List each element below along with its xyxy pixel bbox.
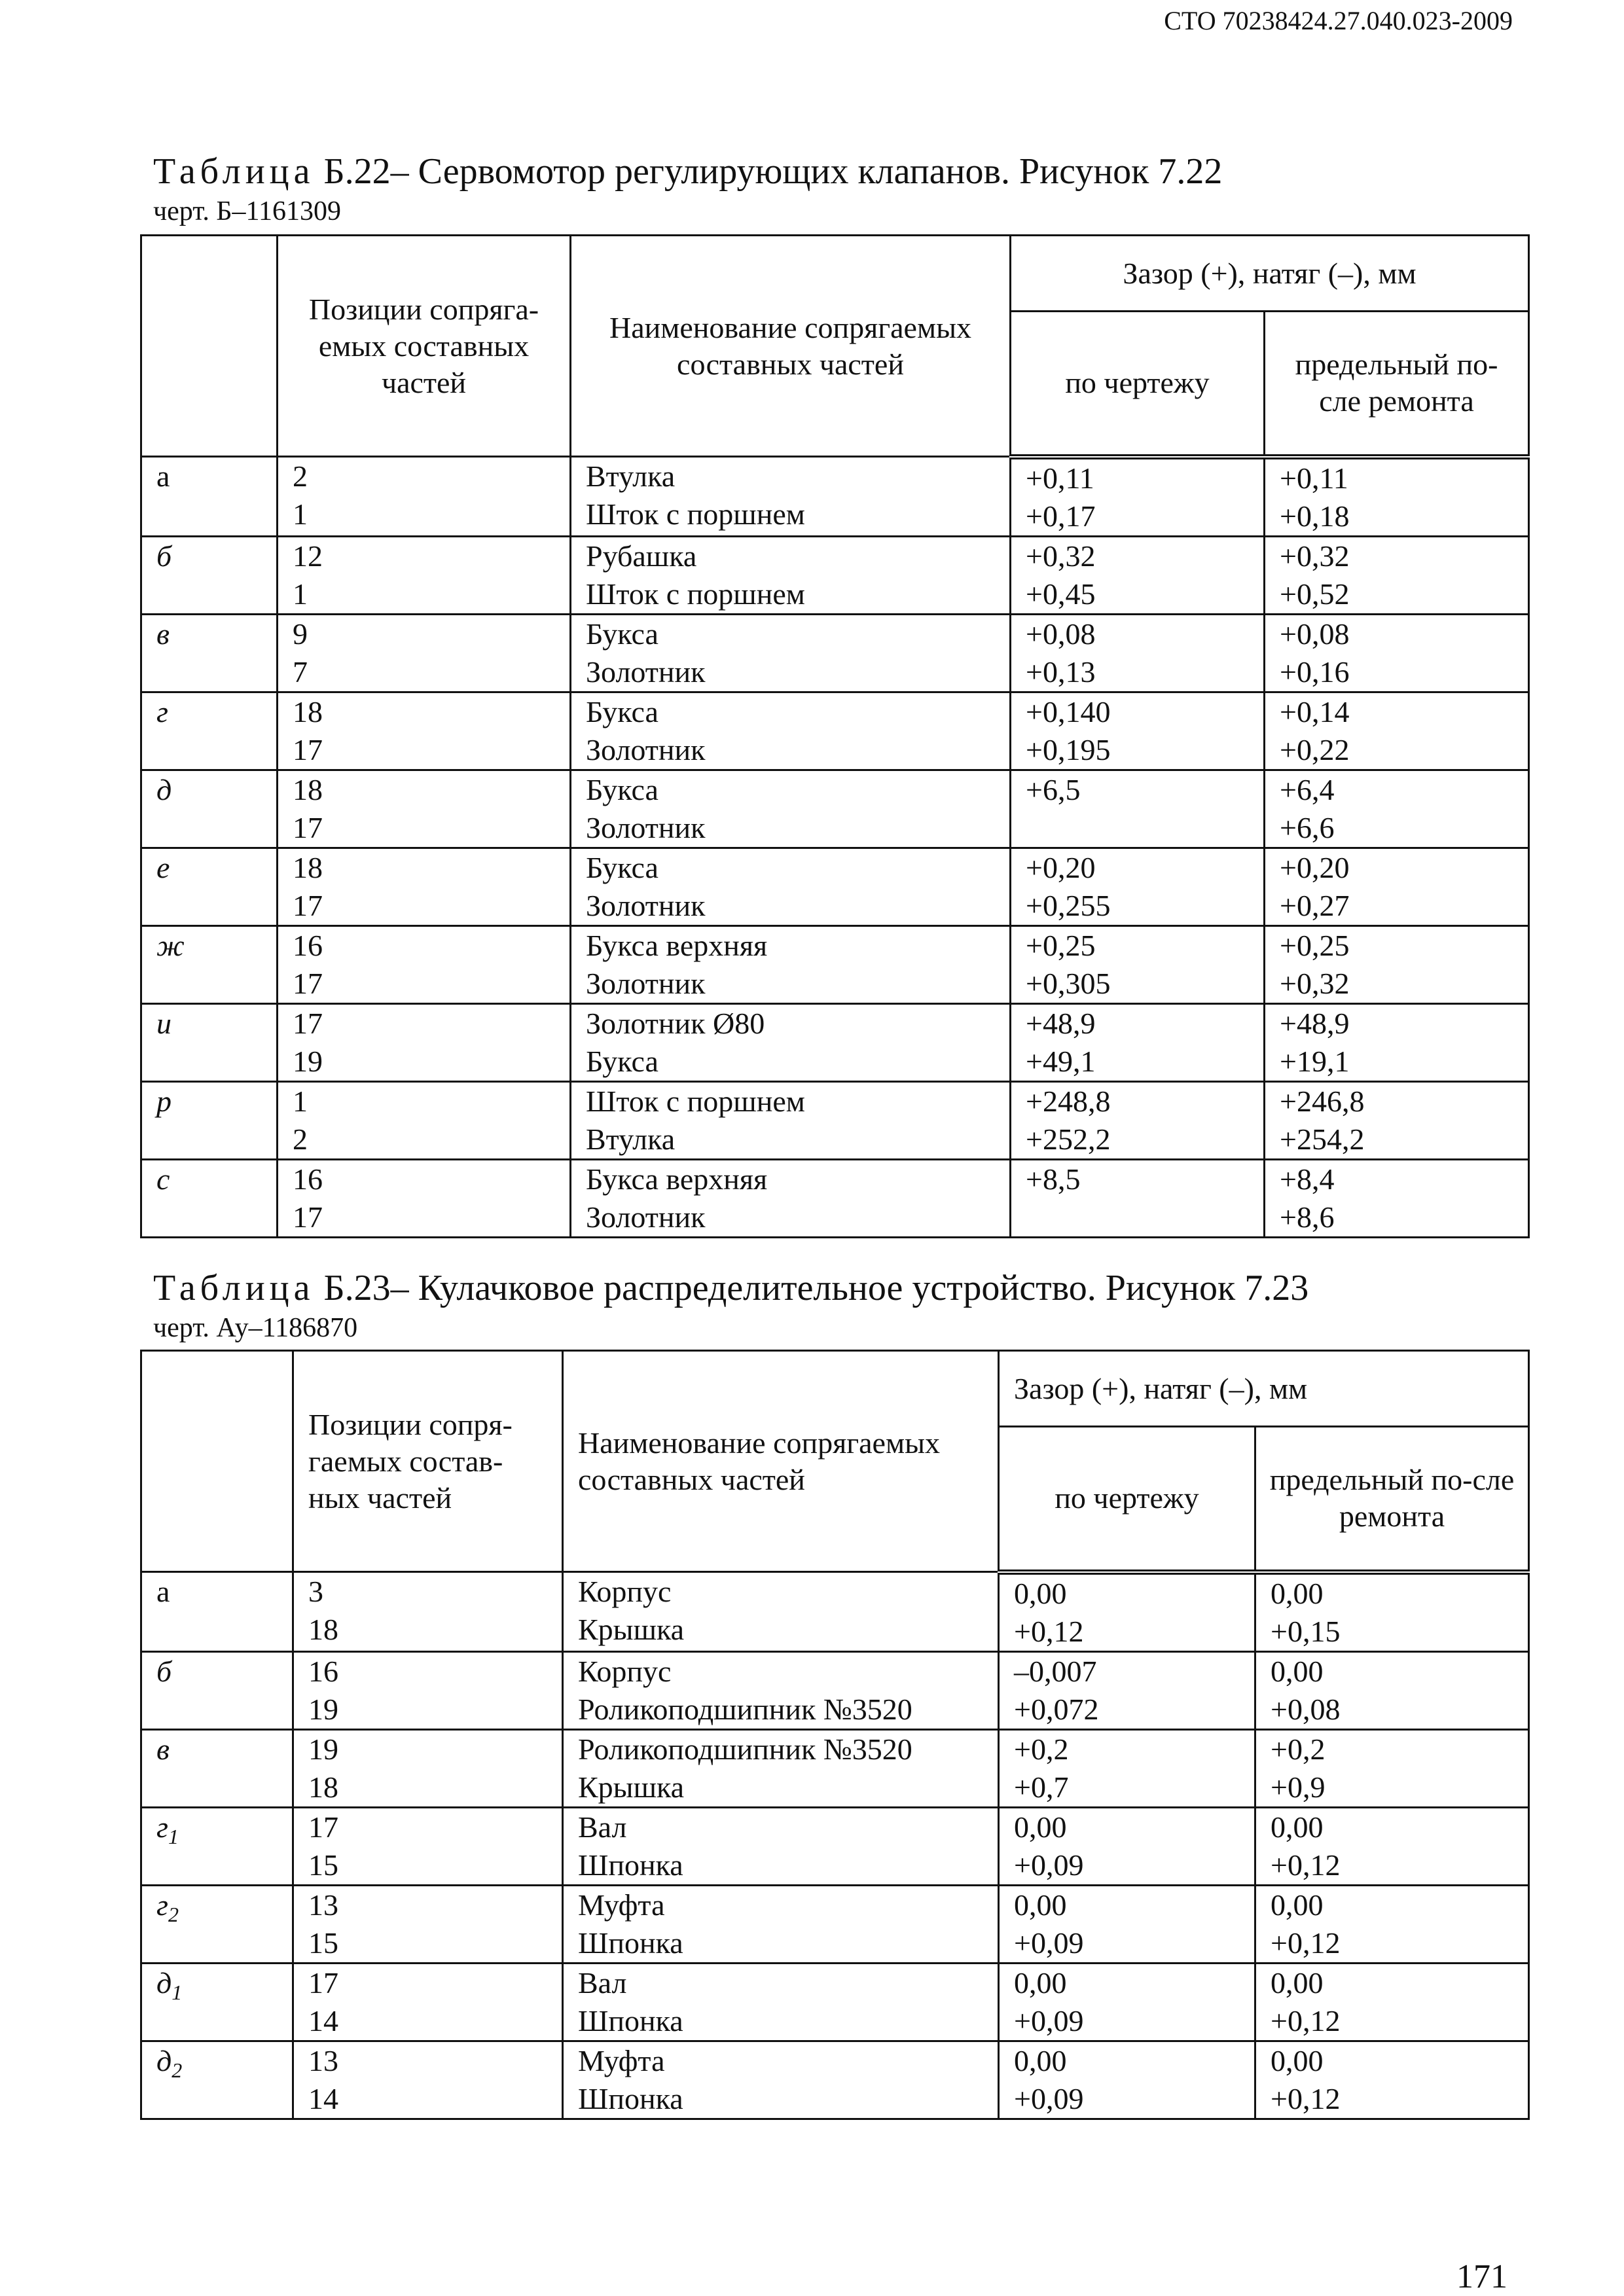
position-value: 17 xyxy=(308,1810,338,1844)
position-value: 18 xyxy=(293,694,323,728)
drawing-value: +48,9 xyxy=(1026,1006,1096,1040)
limit-value: 0,00 xyxy=(1271,1654,1324,1688)
table-row xyxy=(141,536,1529,614)
positions-cell xyxy=(293,1729,563,1807)
mark-cell xyxy=(141,1081,278,1159)
header-names: Наименование сопрягаемых составных частей xyxy=(571,236,1011,457)
part-name: Втулка xyxy=(586,1122,676,1156)
position-value: 17 xyxy=(293,1200,323,1234)
drawing-cell xyxy=(999,1572,1255,1652)
mark-cell xyxy=(141,770,278,848)
mark-letter: с xyxy=(156,1162,170,1196)
position-value: 17 xyxy=(308,1965,338,2000)
names-cell xyxy=(571,614,1011,692)
part-name: Шпонка xyxy=(578,1848,683,1882)
position-value: 14 xyxy=(308,2081,338,2115)
mark-index: 2 xyxy=(168,1902,179,1926)
drawing-value: +0,09 xyxy=(1014,1926,1084,1960)
positions-cell xyxy=(293,2041,563,2119)
limit-value: +0,52 xyxy=(1280,577,1350,611)
mark-cell xyxy=(141,2041,293,2119)
limit-value: 0,00 xyxy=(1271,1888,1324,1922)
mark-letter: а xyxy=(156,459,170,493)
positions-cell xyxy=(278,614,571,692)
positions-cell xyxy=(278,770,571,848)
table-subtitle: черт. Ау–1186870 xyxy=(153,1313,358,1343)
position-value: 12 xyxy=(293,539,323,573)
table-title xyxy=(153,1268,1308,1308)
names-cell xyxy=(571,1003,1011,1081)
table-row xyxy=(141,1081,1529,1159)
limit-value: +0,20 xyxy=(1280,850,1350,884)
position-value: 15 xyxy=(308,1926,338,1960)
drawing-cell xyxy=(999,1807,1255,1885)
positions-cell xyxy=(278,457,571,537)
drawing-value: +0,13 xyxy=(1026,655,1096,689)
part-name: Букса xyxy=(586,1044,659,1078)
mark-letter: г xyxy=(156,694,168,728)
limit-value: +0,12 xyxy=(1271,1848,1341,1882)
names-cell xyxy=(563,1807,999,1885)
limit-cell xyxy=(1265,692,1529,770)
drawing-value: 0,00 xyxy=(1014,1810,1067,1844)
mark-letter: б xyxy=(156,539,172,573)
limit-cell xyxy=(1265,457,1529,537)
drawing-value: +252,2 xyxy=(1026,1122,1111,1156)
positions-cell xyxy=(278,536,571,614)
part-name: Шпонка xyxy=(578,1926,683,1960)
clearance-table xyxy=(140,1350,1530,2120)
limit-cell xyxy=(1255,1963,1529,2041)
mark-letter: и xyxy=(156,1006,171,1040)
limit-cell xyxy=(1255,1807,1529,1885)
position-value: 15 xyxy=(308,1848,338,1882)
names-cell xyxy=(563,2041,999,2119)
mark-cell xyxy=(141,1729,293,1807)
position-value: 18 xyxy=(308,1770,338,1804)
drawing-value: +0,140 xyxy=(1026,694,1111,728)
position-value: 17 xyxy=(293,1006,323,1040)
part-name: Втулка xyxy=(586,459,676,493)
mark-cell xyxy=(141,457,278,537)
part-name: Букса верхняя xyxy=(586,928,768,962)
position-value: 13 xyxy=(308,2043,338,2077)
position-value: 14 xyxy=(308,2003,338,2037)
position-value: 19 xyxy=(308,1692,338,1726)
table-row xyxy=(141,1807,1529,1885)
part-name: Букса xyxy=(586,617,659,651)
mark-letter: в xyxy=(156,1732,170,1766)
part-name: Вал xyxy=(578,1965,627,2000)
limit-value: +0,18 xyxy=(1280,499,1350,533)
mark-index: 1 xyxy=(168,1824,179,1848)
part-name: Муфта xyxy=(578,2043,665,2077)
header-limit: предельный по-сле ремонта xyxy=(1265,312,1529,457)
part-name: Корпус xyxy=(578,1654,672,1688)
drawing-value: +0,09 xyxy=(1014,1848,1084,1882)
drawing-cell xyxy=(1011,1159,1265,1237)
header-names: Наименование сопрягаемых составных частей xyxy=(563,1351,999,1572)
drawing-value: +0,12 xyxy=(1014,1614,1084,1648)
limit-cell xyxy=(1265,1081,1529,1159)
part-name: Золотник Ø80 xyxy=(586,1006,765,1040)
limit-value: +0,15 xyxy=(1271,1614,1341,1648)
table-row xyxy=(141,614,1529,692)
position-value: 7 xyxy=(293,655,308,689)
drawing-value: +0,072 xyxy=(1014,1692,1099,1726)
part-name: Букса xyxy=(586,694,659,728)
positions-cell xyxy=(293,1885,563,1963)
table-row xyxy=(141,2041,1529,2119)
part-name: Золотник xyxy=(586,966,706,1000)
position-value: 18 xyxy=(308,1613,338,1646)
table-row xyxy=(141,1651,1529,1729)
drawing-value: 0,00 xyxy=(1014,1576,1067,1610)
part-name: Букса xyxy=(586,850,659,884)
drawing-value: +0,195 xyxy=(1026,732,1111,766)
names-cell xyxy=(563,1885,999,1963)
table-title-text: Б.23– Кулачковое распределительное устройство. Рисунок 7.23 xyxy=(323,1268,1309,1308)
drawing-value: +0,09 xyxy=(1014,2003,1084,2037)
limit-value: +0,08 xyxy=(1280,617,1350,651)
limit-cell xyxy=(1265,614,1529,692)
names-cell xyxy=(571,536,1011,614)
mark-letter: д xyxy=(156,1965,172,2000)
drawing-cell xyxy=(1011,614,1265,692)
part-name: Крышка xyxy=(578,1770,685,1804)
limit-value: +6,4 xyxy=(1280,772,1335,806)
part-name: Золотник xyxy=(586,888,706,922)
names-cell xyxy=(571,770,1011,848)
limit-value: +6,6 xyxy=(1280,810,1335,844)
limit-cell xyxy=(1265,1159,1529,1237)
positions-cell xyxy=(293,1572,563,1652)
table-title-prefix: Таблица xyxy=(153,1268,315,1308)
position-value: 1 xyxy=(293,577,308,611)
limit-value: +0,25 xyxy=(1280,928,1350,962)
table-row xyxy=(141,1729,1529,1807)
table-row xyxy=(141,925,1529,1003)
drawing-value: +0,17 xyxy=(1026,499,1096,533)
part-name: Букса xyxy=(586,772,659,806)
positions-cell xyxy=(293,1963,563,2041)
mark-index: 2 xyxy=(171,2058,183,2082)
limit-cell xyxy=(1265,848,1529,925)
limit-value: +0,12 xyxy=(1271,2003,1341,2037)
drawing-cell xyxy=(1011,1081,1265,1159)
mark-cell xyxy=(141,1003,278,1081)
drawing-value: 0,00 xyxy=(1014,1965,1067,2000)
position-value: 1 xyxy=(293,497,308,531)
limit-value: +0,14 xyxy=(1280,694,1350,728)
table-title-text: Б.22– Сервомотор регулирующих клапанов. Рисунок 7.22 xyxy=(323,151,1223,192)
names-cell xyxy=(571,692,1011,770)
mark-cell xyxy=(141,614,278,692)
limit-value: +0,11 xyxy=(1280,461,1348,495)
table-row xyxy=(141,692,1529,770)
part-name: Букса верхняя xyxy=(586,1162,768,1196)
mark-letter: г xyxy=(156,1810,168,1844)
positions-cell xyxy=(278,1159,571,1237)
limit-value: 0,00 xyxy=(1271,1965,1324,2000)
limit-cell xyxy=(1265,770,1529,848)
position-value: 16 xyxy=(293,928,323,962)
header-mark xyxy=(141,236,278,457)
part-name: Шпонка xyxy=(578,2003,683,2037)
drawing-value: +0,255 xyxy=(1026,888,1111,922)
drawing-value: +6,5 xyxy=(1026,772,1081,806)
limit-value: +0,32 xyxy=(1280,539,1350,573)
position-value: 16 xyxy=(308,1654,338,1688)
part-name: Муфта xyxy=(578,1888,665,1922)
table-row xyxy=(141,770,1529,848)
table-subtitle: черт. Б–1161309 xyxy=(153,196,341,226)
position-value: 17 xyxy=(293,810,323,844)
drawing-cell xyxy=(1011,848,1265,925)
page-number: 171 xyxy=(1456,2258,1507,2295)
drawing-value: +0,11 xyxy=(1026,461,1094,495)
drawing-value: +0,32 xyxy=(1026,539,1096,573)
limit-cell xyxy=(1265,1003,1529,1081)
position-value: 3 xyxy=(308,1575,323,1608)
drawing-cell xyxy=(999,1651,1255,1729)
part-name: Золотник xyxy=(586,1200,706,1234)
positions-cell xyxy=(278,1081,571,1159)
header-drawing: по чертежу xyxy=(999,1427,1255,1572)
header-limit: предельный по-сле ремонта xyxy=(1255,1427,1529,1572)
mark-letter: б xyxy=(156,1654,172,1688)
drawing-value: +0,25 xyxy=(1026,928,1096,962)
part-name: Золотник xyxy=(586,810,706,844)
limit-value: +8,6 xyxy=(1280,1200,1335,1234)
position-value: 17 xyxy=(293,732,323,766)
position-value: 13 xyxy=(308,1888,338,1922)
table-title-prefix: Таблица xyxy=(153,151,315,192)
header-gap: Зазор (+), натяг (–), мм xyxy=(999,1351,1529,1427)
positions-cell xyxy=(278,925,571,1003)
limit-value: +0,22 xyxy=(1280,732,1350,766)
mark-letter: д xyxy=(156,772,172,806)
mark-letter: в xyxy=(156,617,170,651)
mark-letter: р xyxy=(156,1084,171,1118)
header-positions: Позиции сопряга-емых составных частей xyxy=(278,236,571,457)
position-value: 17 xyxy=(293,888,323,922)
part-name: Шток с поршнем xyxy=(586,1084,805,1118)
limit-value: 0,00 xyxy=(1271,1810,1324,1844)
drawing-cell xyxy=(999,2041,1255,2119)
mark-cell xyxy=(141,692,278,770)
positions-cell xyxy=(278,1003,571,1081)
header-positions: Позиции сопря-гаемых состав-ных частей xyxy=(293,1351,563,1572)
drawing-cell xyxy=(1011,692,1265,770)
part-name: Роликоподшипник №3520 xyxy=(578,1692,912,1726)
names-cell xyxy=(563,1963,999,2041)
limit-cell xyxy=(1265,536,1529,614)
header-drawing: по чертежу xyxy=(1011,312,1265,457)
drawing-value: +0,09 xyxy=(1014,2081,1084,2115)
drawing-value: +49,1 xyxy=(1026,1044,1096,1078)
limit-value: +0,12 xyxy=(1271,1926,1341,1960)
names-cell xyxy=(571,1081,1011,1159)
position-value: 19 xyxy=(308,1732,338,1766)
limit-value: +0,27 xyxy=(1280,888,1350,922)
table-title xyxy=(153,152,1222,191)
names-cell xyxy=(571,925,1011,1003)
names-cell xyxy=(563,1572,999,1652)
positions-cell xyxy=(278,692,571,770)
drawing-cell xyxy=(1011,925,1265,1003)
drawing-value: –0,007 xyxy=(1014,1654,1097,1688)
drawing-value: +8,5 xyxy=(1026,1162,1081,1196)
drawing-cell xyxy=(1011,1003,1265,1081)
document-code: СТО 70238424.27.040.023-2009 xyxy=(1164,6,1513,35)
drawing-value: +0,7 xyxy=(1014,1770,1069,1804)
mark-index: 1 xyxy=(171,1980,183,2004)
drawing-value: +248,8 xyxy=(1026,1084,1111,1118)
limit-value: +0,2 xyxy=(1271,1732,1326,1766)
mark-cell xyxy=(141,536,278,614)
part-name: Шток с поршнем xyxy=(586,497,805,531)
mark-letter: е xyxy=(156,850,170,884)
limit-cell xyxy=(1265,925,1529,1003)
position-value: 2 xyxy=(293,1122,308,1156)
position-value: 19 xyxy=(293,1044,323,1078)
limit-cell xyxy=(1255,1729,1529,1807)
limit-value: +19,1 xyxy=(1280,1044,1350,1078)
limit-value: +0,12 xyxy=(1271,2081,1341,2115)
mark-letter: г xyxy=(156,1888,168,1922)
position-value: 18 xyxy=(293,772,323,806)
table-row xyxy=(141,848,1529,925)
position-value: 18 xyxy=(293,850,323,884)
header-mark xyxy=(141,1351,293,1572)
limit-cell xyxy=(1255,1651,1529,1729)
part-name: Роликоподшипник №3520 xyxy=(578,1732,912,1766)
mark-letter: ж xyxy=(156,928,185,962)
drawing-value: +0,45 xyxy=(1026,577,1096,611)
mark-cell xyxy=(141,925,278,1003)
table-row xyxy=(141,457,1529,537)
positions-cell xyxy=(293,1807,563,1885)
limit-value: 0,00 xyxy=(1271,1576,1324,1610)
mark-cell xyxy=(141,1885,293,1963)
table-body xyxy=(141,1572,1529,2119)
mark-cell xyxy=(141,1651,293,1729)
drawing-value: 0,00 xyxy=(1014,1888,1067,1922)
table-body xyxy=(141,457,1529,1238)
limit-value: +0,08 xyxy=(1271,1692,1341,1726)
position-value: 1 xyxy=(293,1084,308,1118)
table-row xyxy=(141,1885,1529,1963)
drawing-value: +0,20 xyxy=(1026,850,1096,884)
names-cell xyxy=(571,848,1011,925)
part-name: Рубашка xyxy=(586,539,697,573)
header-gap: Зазор (+), натяг (–), мм xyxy=(1011,236,1529,312)
names-cell xyxy=(571,457,1011,537)
limit-value: +246,8 xyxy=(1280,1084,1365,1118)
limit-value: +254,2 xyxy=(1280,1122,1365,1156)
drawing-cell xyxy=(1011,770,1265,848)
part-name: Шток с поршнем xyxy=(586,577,805,611)
mark-cell xyxy=(141,1807,293,1885)
drawing-value: +0,305 xyxy=(1026,966,1111,1000)
drawing-cell xyxy=(999,1963,1255,2041)
limit-value: +8,4 xyxy=(1280,1162,1335,1196)
names-cell xyxy=(563,1651,999,1729)
drawing-cell xyxy=(999,1885,1255,1963)
drawing-cell xyxy=(999,1729,1255,1807)
limit-cell xyxy=(1255,1885,1529,1963)
drawing-value: +0,08 xyxy=(1026,617,1096,651)
position-value: 9 xyxy=(293,617,308,651)
limit-value: 0,00 xyxy=(1271,2043,1324,2077)
part-name: Крышка xyxy=(578,1613,685,1646)
table-row xyxy=(141,1963,1529,2041)
part-name: Шпонка xyxy=(578,2081,683,2115)
clearance-table xyxy=(140,234,1530,1238)
limit-value: +0,32 xyxy=(1280,966,1350,1000)
mark-letter: д xyxy=(156,2043,172,2077)
drawing-value: 0,00 xyxy=(1014,2043,1067,2077)
drawing-cell xyxy=(1011,536,1265,614)
position-value: 16 xyxy=(293,1162,323,1196)
limit-cell xyxy=(1255,1572,1529,1652)
limit-value: +0,16 xyxy=(1280,655,1350,689)
mark-cell xyxy=(141,1572,293,1652)
drawing-cell xyxy=(1011,457,1265,537)
table-row xyxy=(141,1159,1529,1237)
mark-cell xyxy=(141,1963,293,2041)
position-value: 17 xyxy=(293,966,323,1000)
part-name: Золотник xyxy=(586,655,706,689)
limit-value: +0,9 xyxy=(1271,1770,1326,1804)
part-name: Золотник xyxy=(586,732,706,766)
mark-cell xyxy=(141,1159,278,1237)
limit-value: +48,9 xyxy=(1280,1006,1350,1040)
mark-letter: а xyxy=(156,1575,170,1608)
table-row xyxy=(141,1572,1529,1652)
positions-cell xyxy=(278,848,571,925)
part-name: Корпус xyxy=(578,1575,672,1608)
names-cell xyxy=(563,1729,999,1807)
position-value: 2 xyxy=(293,459,308,493)
mark-cell xyxy=(141,848,278,925)
drawing-value: +0,2 xyxy=(1014,1732,1069,1766)
table-row xyxy=(141,1003,1529,1081)
limit-cell xyxy=(1255,2041,1529,2119)
names-cell xyxy=(571,1159,1011,1237)
positions-cell xyxy=(293,1651,563,1729)
part-name: Вал xyxy=(578,1810,627,1844)
